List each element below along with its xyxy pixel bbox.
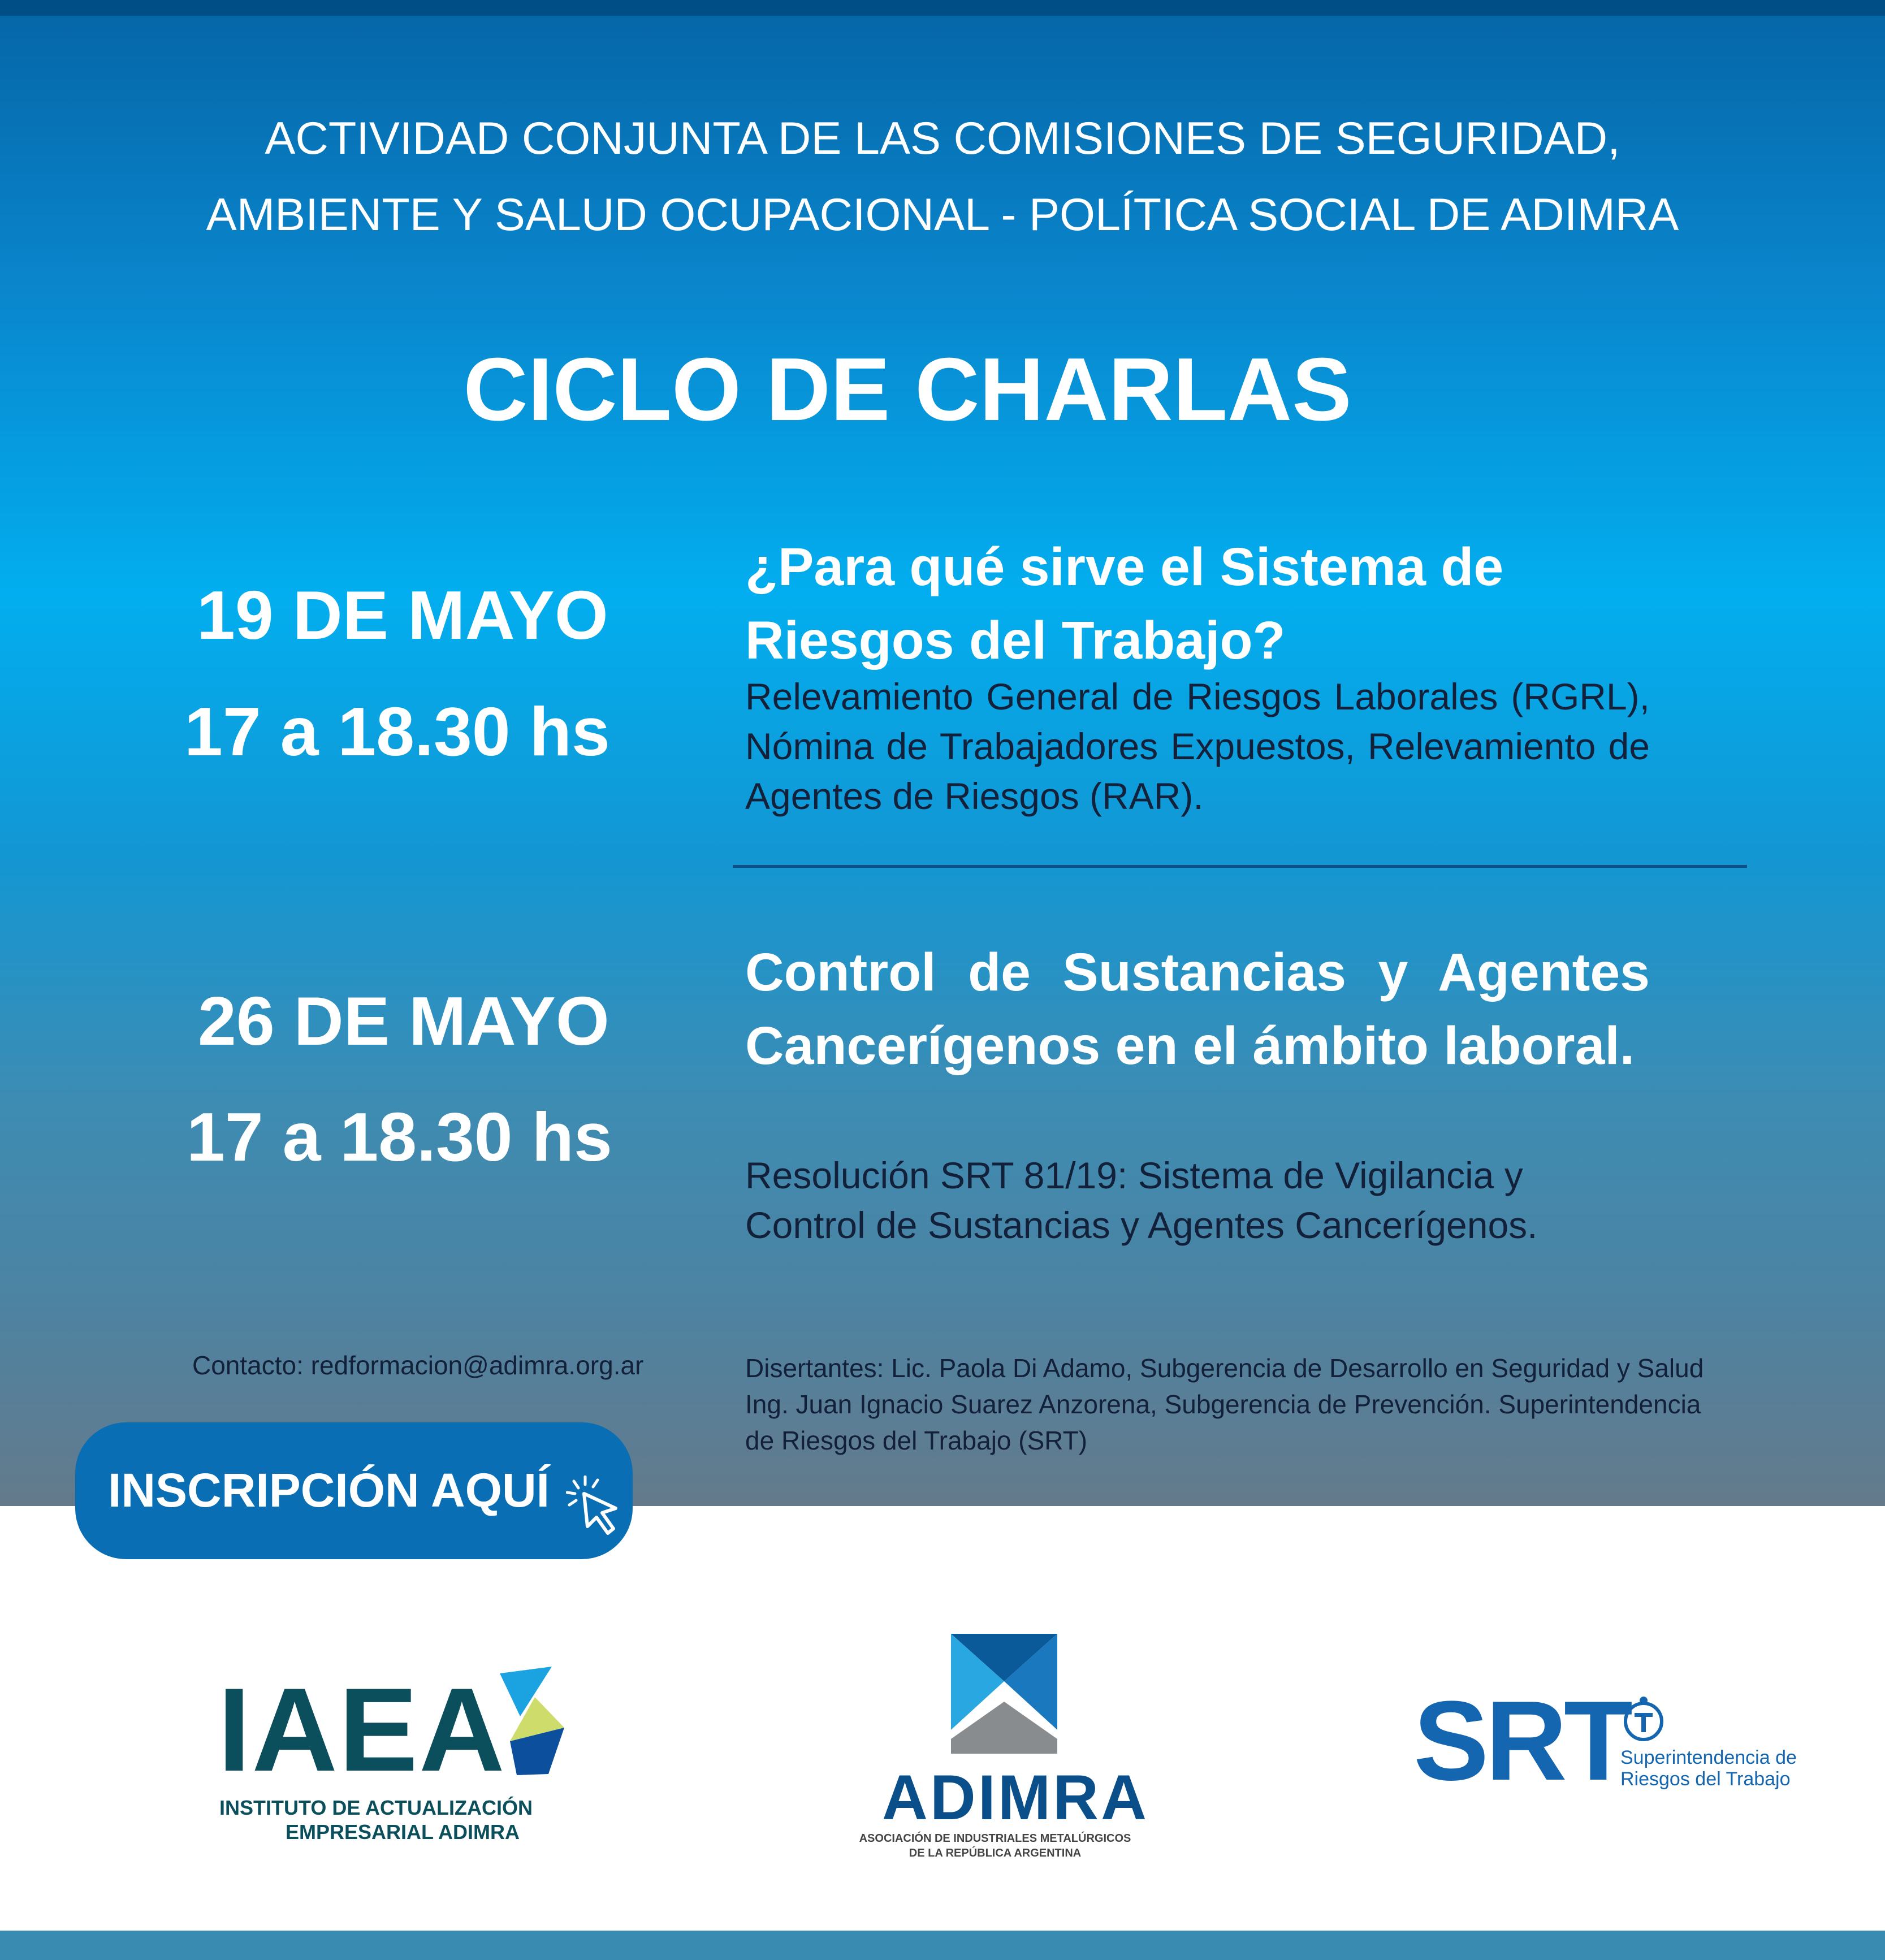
adimra-logo-icon (951, 1634, 1057, 1754)
srt-logo-icon (1620, 1696, 1667, 1742)
talk-2-description: Resolución SRT 81/19: Sistema de Vigilancia y Control de Sustancias y Agentes Cancerígenos. (745, 1154, 1538, 1246)
top-strip (0, 0, 1885, 16)
speakers-line-2: Ing. Juan Ignacio Suarez Anzorena, Subgerencia de Prevención. Superintendencia (745, 1390, 1701, 1419)
talk-1-description: Relevamiento General de Riesgos Laborales (RGRL), Nómina de Trabajadores Expuestos, Relevamiento de Agentes de Riesgos (RAR). (745, 676, 1650, 817)
contact-email: Contacto: redformacion@adimra.org.ar (192, 1351, 644, 1380)
divider (733, 865, 1747, 868)
header-line-1: ACTIVIDAD CONJUNTA DE LAS COMISIONES DE SEGURIDAD, (265, 113, 1620, 164)
adimra-logo-text: ADIMRA (882, 1762, 1149, 1833)
click-cursor-icon (566, 1476, 628, 1538)
iaea-subtitle-1: INSTITUTO DE ACTUALIZACIÓN (219, 1796, 533, 1819)
adimra-subtitle-2: DE LA REPÚBLICA ARGENTINA (909, 1847, 1082, 1859)
iaea-subtitle-2: EMPRESARIAL ADIMRA (286, 1820, 520, 1844)
iaea-logo-text: IAEA (218, 1663, 506, 1796)
srt-subtitle-2: Riesgos del Trabajo (1620, 1768, 1791, 1790)
adimra-subtitle-1: ASOCIACIÓN DE INDUSTRIALES METALÚRGICOS (859, 1832, 1131, 1845)
header-line-2: AMBIENTE Y SALUD OCUPACIONAL - POLÍTICA SOCIAL DE ADIMRA (206, 189, 1679, 240)
speakers-line-1: Disertantes: Lic. Paola Di Adamo, Subgerencia de Desarrollo en Seguridad y Salud (745, 1353, 1704, 1383)
srt-logo-text: SRT (1413, 1678, 1629, 1804)
talk-2-date: 26 DE MAYO (198, 983, 609, 1059)
talk-1-title: ¿Para qué sirve el Sistema de Riesgos del Trabajo? (745, 537, 1504, 670)
talk-2-title: Control de Sustancias y Agentes Cancerígenos en el ámbito laboral. (745, 942, 1650, 1076)
register-button[interactable] (75, 1422, 633, 1559)
iaea-logo-icon (498, 1667, 565, 1777)
speakers (745, 1350, 1729, 1459)
register-button-label: INSCRIPCIÓN AQUÍ (108, 1464, 550, 1517)
talk-1-date: 19 DE MAYO (197, 577, 608, 654)
bottom-strip (0, 1931, 1885, 1960)
speakers-line-3: de Riesgos del Trabajo (SRT) (745, 1426, 1088, 1455)
page-title: CICLO DE CHARLAS (463, 340, 1352, 439)
talk-1-time: 17 a 18.30 hs (184, 693, 610, 770)
talk-2-time: 17 a 18.30 hs (187, 1098, 612, 1175)
srt-subtitle-1: Superintendencia de (1620, 1747, 1797, 1768)
